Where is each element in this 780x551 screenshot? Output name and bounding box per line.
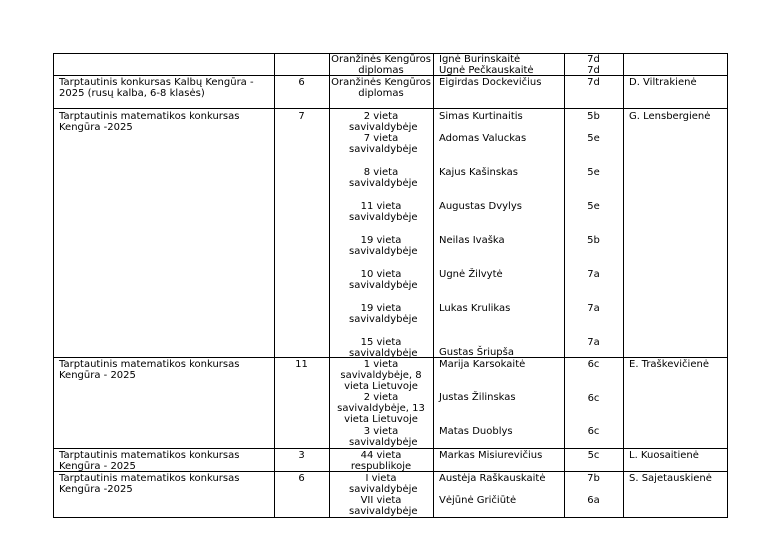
student-name: Adomas Valuckas — [439, 133, 527, 144]
student-name: Eigirdas Dockevičius — [439, 77, 542, 88]
count-cell: 3 — [298, 450, 305, 461]
student-name: Ignė Burinskaitė — [439, 54, 521, 65]
teacher-cell: G. Lensbergienė — [629, 111, 711, 122]
teacher-cell: D. Viltrakienė — [629, 77, 697, 88]
column-divider — [623, 53, 624, 517]
competition-cell: Tarptautinis matematikos konkursas Kengūra - 2025 — [59, 450, 240, 472]
result-cell: 3 vieta savivaldybėje — [349, 426, 418, 448]
count-cell: 11 — [295, 359, 308, 370]
student-name: Kajus Kašinskas — [439, 167, 519, 178]
student-name: Lukas Krulikas — [439, 303, 511, 314]
result-cell: VII vieta savivaldybėje — [349, 495, 418, 517]
student-name: Marija Karsokaitė — [439, 359, 526, 370]
result-cell: 2 vieta savivaldybėje, 13 vieta Lietuvoje — [337, 392, 425, 425]
table-border-bottom — [53, 517, 728, 518]
column-divider — [727, 53, 728, 517]
student-name: Simas Kurtinaitis — [439, 111, 523, 122]
result-cell: 19 vieta savivaldybėje — [349, 303, 418, 325]
result-cell: Oranžinės Kengūros diplomas — [331, 77, 431, 99]
class-cell: 5e — [587, 167, 600, 178]
result-cell: 10 vieta savivaldybėje — [349, 269, 418, 291]
student-name: Justas Žilinskas — [439, 392, 516, 403]
competition-cell: Tarptautinis matematikos konkursas Kengūra -2025 — [59, 473, 240, 495]
student-name: Matas Duoblys — [439, 426, 513, 437]
column-divider — [53, 53, 54, 517]
teacher-cell: L. Kuosaitienė — [629, 450, 699, 461]
class-cell: 7d — [587, 54, 600, 65]
class-cell: 5e — [587, 201, 600, 212]
row-divider — [53, 448, 728, 449]
competition-cell: Tarptautinis matematikos konkursas Kengūra - 2025 — [59, 359, 240, 381]
class-cell: 7d — [587, 77, 600, 88]
class-cell: 6a — [587, 495, 600, 506]
student-name: Austėja Raškauskaitė — [439, 473, 546, 484]
student-name: Neilas Ivaška — [439, 235, 505, 246]
count-cell: 6 — [298, 473, 305, 484]
class-cell: 7a — [587, 337, 600, 348]
result-cell: 11 vieta savivaldybėje — [349, 201, 418, 223]
student-name: Gustas Šriupša — [439, 347, 514, 358]
result-cell: 15 vieta savivaldybėje — [349, 337, 418, 359]
column-divider — [433, 53, 434, 517]
class-cell: 7d — [587, 65, 600, 76]
count-cell: 6 — [298, 77, 305, 88]
student-name: Markas Misiurevičius — [439, 450, 543, 461]
result-cell: 1 vieta savivaldybėje, 8 vieta Lietuvoje — [340, 359, 422, 392]
class-cell: 5b — [587, 111, 600, 122]
result-cell: 19 vieta savivaldybėje — [349, 235, 418, 257]
class-cell: 7a — [587, 303, 600, 314]
class-cell: 7b — [587, 473, 600, 484]
result-cell: 2 vieta savivaldybėje — [349, 111, 418, 133]
class-cell: 5b — [587, 235, 600, 246]
class-cell: 6c — [587, 426, 600, 437]
class-cell: 5c — [587, 450, 600, 461]
competition-cell: Tarptautinis konkursas Kalbų Kengūra - 2025 (rusų kalba, 6-8 klasės) — [59, 77, 254, 99]
result-cell: 7 vieta savivaldybėje — [349, 133, 418, 155]
result-cell: Oranžinės Kengūros diplomas — [331, 54, 431, 76]
class-cell: 5e — [587, 133, 600, 144]
student-name: Ugnė Žilvytė — [439, 269, 503, 280]
teacher-cell: E. Traškevičienė — [629, 359, 709, 370]
row-divider — [53, 108, 728, 109]
result-cell: I vieta savivaldybėje — [349, 473, 418, 495]
student-name: Augustas Dvylys — [439, 201, 522, 212]
result-cell: 44 vieta respublikoje — [350, 450, 412, 472]
class-cell: 7a — [587, 269, 600, 280]
student-name: Vėjūnė Gričiūtė — [439, 495, 517, 506]
class-cell: 6c — [587, 393, 600, 404]
column-divider — [274, 53, 275, 517]
result-cell: 8 vieta savivaldybėje — [349, 167, 418, 189]
competition-cell: Tarptautinis matematikos konkursas Kengūra -2025 — [59, 111, 240, 133]
class-cell: 6c — [587, 359, 600, 370]
teacher-cell: S. Sajetauskienė — [629, 473, 712, 484]
student-name: Ugnė Pečkauskaitė — [439, 65, 534, 76]
column-divider — [564, 53, 565, 517]
count-cell: 7 — [298, 111, 305, 122]
